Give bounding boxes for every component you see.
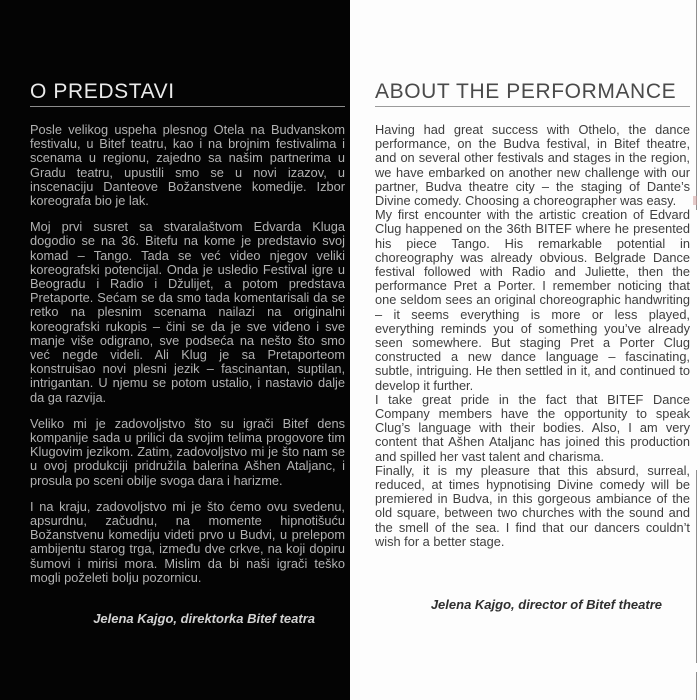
page-edge-line: [696, 672, 697, 700]
body-text-english: [375, 123, 690, 549]
paragraph: Posle velikog uspeha plesnog Otela na Budvanskom festivalu, u Bitef teatru, kao i na brojnim festivalima i scenama u regionu, zajedno sa našim partnerima u Gradu teatru, upustili smo se u novi izazov, u inscenaciju Danteove Božanstvene komedije. Izbor koreografa bio je lak.: [30, 122, 345, 209]
signature-serbian: Jelena Kajgo, direktorka Bitef teatra: [93, 611, 315, 627]
paragraph: I na kraju, zadovoljstvo mi je što ćemo ovu svedenu, apsurdnu, začudnu, na momente hipnotišuću Božanstvenu komediju videti prvo u Budvi, u prelepom ambijentu starog trga, između dve crkve, na koji dopiru šumovi i mirisi mora. Mislim da bi naši igrači teško mogli poželeti bolju pozornicu.: [30, 498, 345, 585]
paragraph: Veliko mi je zadovoljstvo što su igrači Bitef dens kompanije sada u prilici da svojim telima progovore tim Klugovim jezikom. Zatim, zadovoljstvo mi je što nam se u ovoj produkciji pridružila balerina Ašhen Ataljanc, i prosula po sceni obilje svoga dara i harizme.: [30, 415, 345, 488]
heading-rule-left: [30, 106, 345, 107]
paragraph: I take great pride in the fact that BITEF Dance Company members have the opportunity to speak Clug’s language with their bodies. Also, I am very content that Ašhen Ataljanc has joined this production and spilled her vast talent and charisma.: [375, 391, 690, 464]
page-title-serbian: O PREDSTAVI: [30, 80, 175, 103]
paragraph: Having had great success with Othelo, the dance performance, on the Budva festival, in Bitef theatre, and on several other festivals and stages in the region, we have embarked on another new challenge with our partner, Budva theatre city – the staging of Dante’s Divine comedy. Choosing a choreographer was easy.: [375, 122, 690, 209]
paragraph: My first encounter with the artistic creation of Edvard Clug happened on the 36th BITEF where he presented his piece Tango. His remarkable potential in choreography was already obvious. Belgrade Dance festival followed with Radio and Juliette, then the performance Pret a Porter. I remember noticing that one seldom sees an original choreographic handwriting – it seems everything is more or less played, everything reminds you of something you’ve already seen somewhere. But staging Pret a Porter Clug constructed a new dance language – fascinating, subtle, intriguing. He then settled in it, and continued to develop it further.: [375, 207, 690, 393]
page-edge-line: [696, 0, 697, 210]
heading-rule-right: [375, 106, 690, 107]
page-title-english: ABOUT THE PERFORMANCE: [375, 80, 677, 103]
scan-artifact-mark: [693, 196, 697, 205]
paragraph: Finally, it is my pleasure that this absurd, surreal, reduced, at times hypnotising Divine comedy will be premiered in Budva, in this gorgeous ambiance of the old square, between two churches with the sound and the smell of the sea. I find that our dancers couldn’t wish for a better stage.: [375, 462, 690, 549]
page-edge-line: [696, 470, 697, 663]
right-page-english: [350, 0, 700, 700]
signature-english: Jelena Kajgo, director of Bitef theatre: [430, 597, 662, 613]
paragraph: Moj prvi susret sa stvaralaštvom Edvarda Kluga dogodio se na 36. Bitefu na kome je predstavio svoj komad – Tango. Tada se već video njegov veliki koreografski potencijal. Onda je usledio Festival igre u Beogradu i Radio i Džulijet, a potom predstava Pretaporte. Sećam se da smo tada komentarisali da se retko na plesnim scenama nailazi na originalni koreografski rukopis – čini se da je sve viđeno i sve manje više odigrano, sve podseća na nešto što smo već negde videli. Ali Klug je sa Pretaporteom konstruisao novi plesni jezik – fascinantan, suptilan, intrigantan. U njemu se potom ustalio, i nastavio dalje da ga razvija.: [30, 219, 345, 405]
body-text-serbian: [30, 123, 345, 585]
